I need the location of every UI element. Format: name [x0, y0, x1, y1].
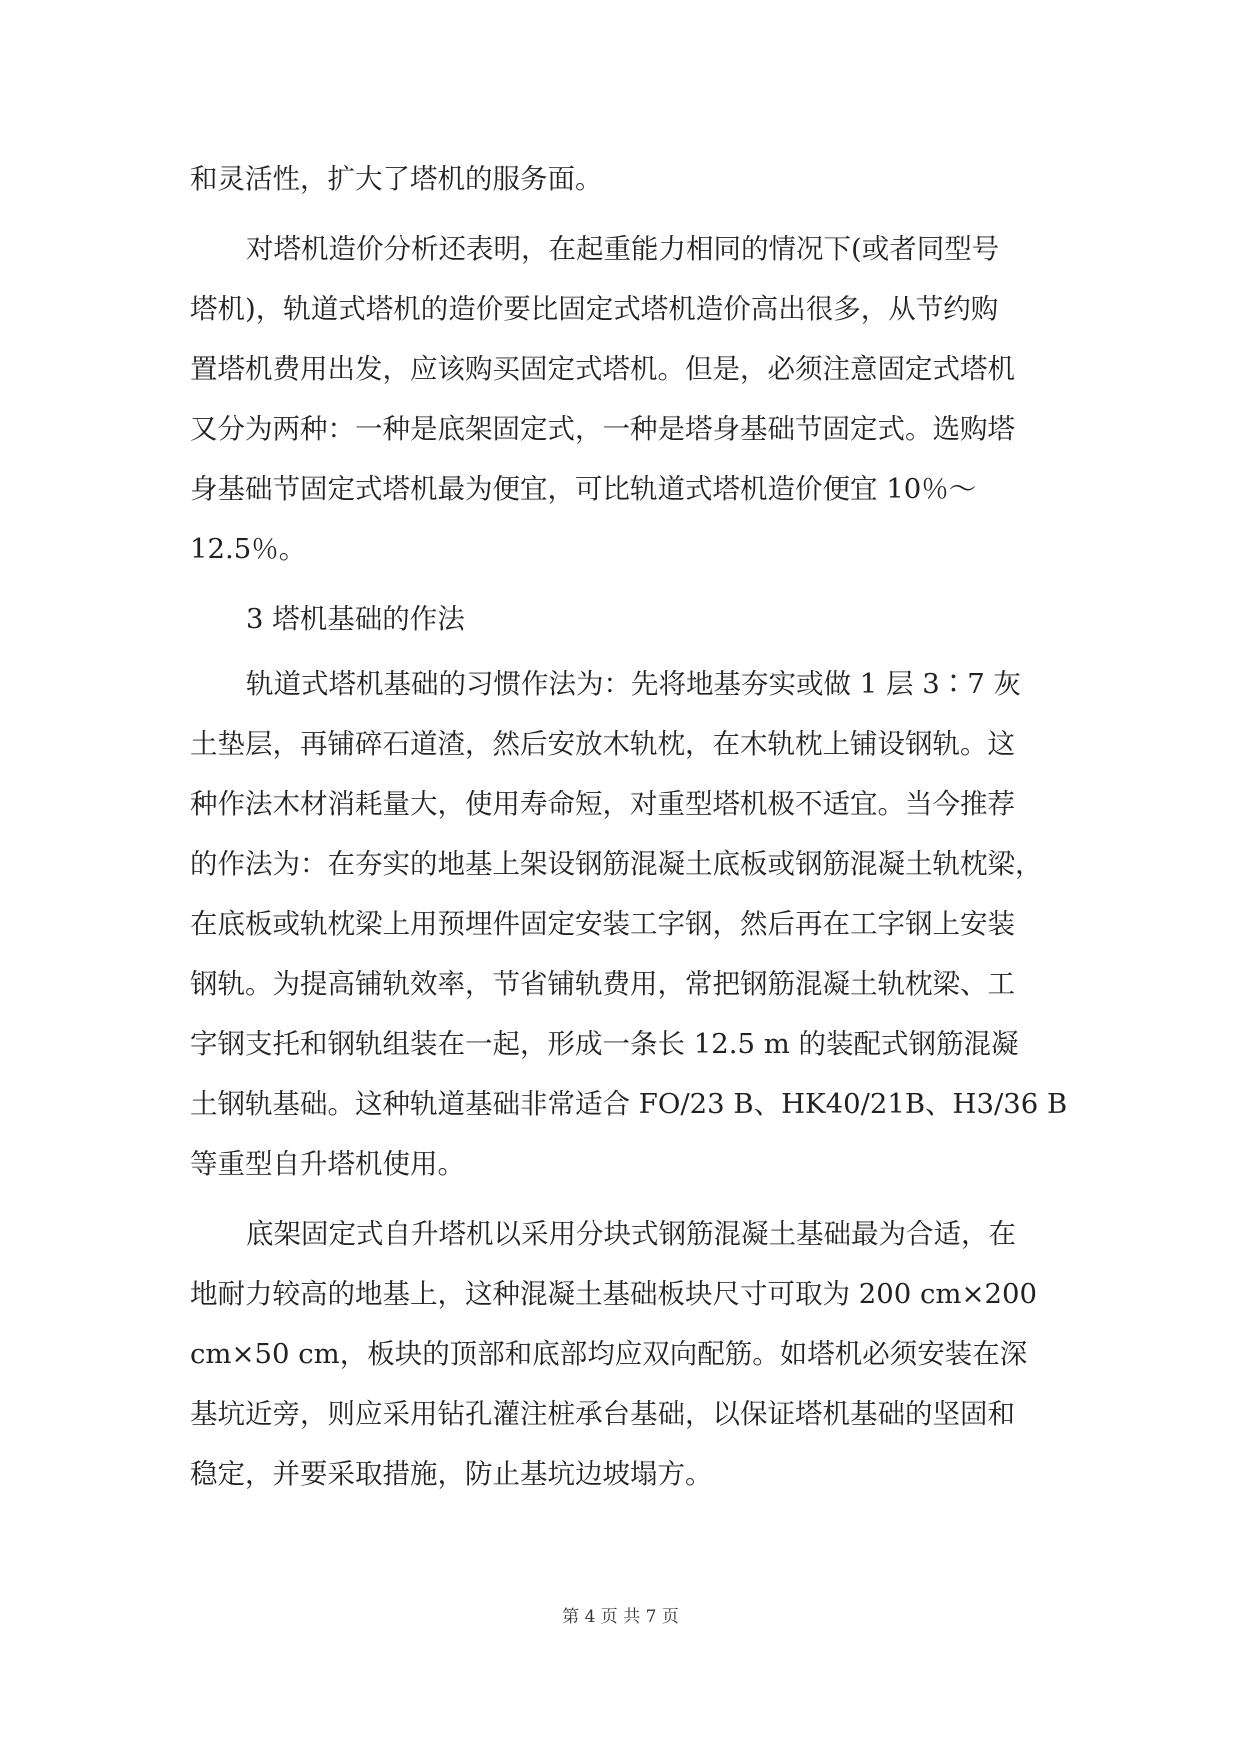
paragraph-line: 的作法为：在夯实的地基上架设钢筋混凝土底板或钢筋混凝土轨枕梁， — [190, 848, 1043, 880]
paragraph-line: 又分为两种：一种是底架固定式，一种是塔身基础节固定式。选购塔 — [190, 413, 1015, 445]
paragraph-line: 土垫层，再铺碎石道渣，然后安放木轨枕，在木轨枕上铺设钢轨。这 — [190, 728, 1015, 760]
paragraph-line: 稳定，并要采取措施，防止基坑边坡塌方。 — [190, 1458, 713, 1490]
paragraph-line: 置塔机费用出发，应该购买固定式塔机。但是，必须注意固定式塔机 — [190, 353, 1015, 385]
paragraph-line: 对塔机造价分析还表明，在起重能力相同的情况下(或者同型号 — [246, 233, 1000, 265]
paragraph-line: 钢轨。为提高铺轨效率，节省铺轨费用，常把钢筋混凝土轨枕梁、工 — [190, 968, 1015, 1000]
paragraph-line: 字钢支托和钢轨组装在一起，形成一条长 12.5 m 的装配式钢筋混凝 — [190, 1028, 1019, 1060]
paragraph-line: 在底板或轨枕梁上用预埋件固定安装工字钢，然后再在工字钢上安装 — [190, 908, 1015, 940]
paragraph-line: 种作法木材消耗量大，使用寿命短，对重型塔机极不适宜。当今推荐 — [190, 788, 1015, 820]
paragraph-line: 12.5％。 — [190, 533, 307, 565]
paragraph-line: 基坑近旁，则应采用钻孔灌注桩承台基础，以保证塔机基础的坚固和 — [190, 1398, 1015, 1430]
paragraph-line: 等重型自升塔机使用。 — [190, 1148, 465, 1180]
paragraph-line: cm×50 cm，板块的顶部和底部均应双向配筋。如塔机必须安装在深 — [190, 1338, 1028, 1370]
paragraph-line: 轨道式塔机基础的习惯作法为：先将地基夯实或做 1 层 3∶7 灰 — [246, 668, 1021, 700]
paragraph-line: 身基础节固定式塔机最为便宜，可比轨道式塔机造价便宜 10％～ — [190, 473, 977, 505]
paragraph-line: 底架固定式自升塔机以采用分块式钢筋混凝土基础最为合适，在 — [246, 1218, 1016, 1250]
section-heading: 3 塔机基础的作法 — [246, 603, 465, 635]
paragraph-line: 土钢轨基础。这种轨道基础非常适合 FO/23 B、HK40/21B、H3/36 B — [190, 1088, 1068, 1120]
paragraph-line: 塔机)，轨道式塔机的造价要比固定式塔机造价高出很多，从节约购 — [190, 293, 999, 325]
page-number-footer: 第 4 页 共 7 页 — [562, 1607, 679, 1627]
paragraph-line: 和灵活性，扩大了塔机的服务面。 — [190, 163, 603, 195]
paragraph-line: 地耐力较高的地基上，这种混凝土基础板块尺寸可取为 200 cm×200 — [190, 1278, 1037, 1310]
